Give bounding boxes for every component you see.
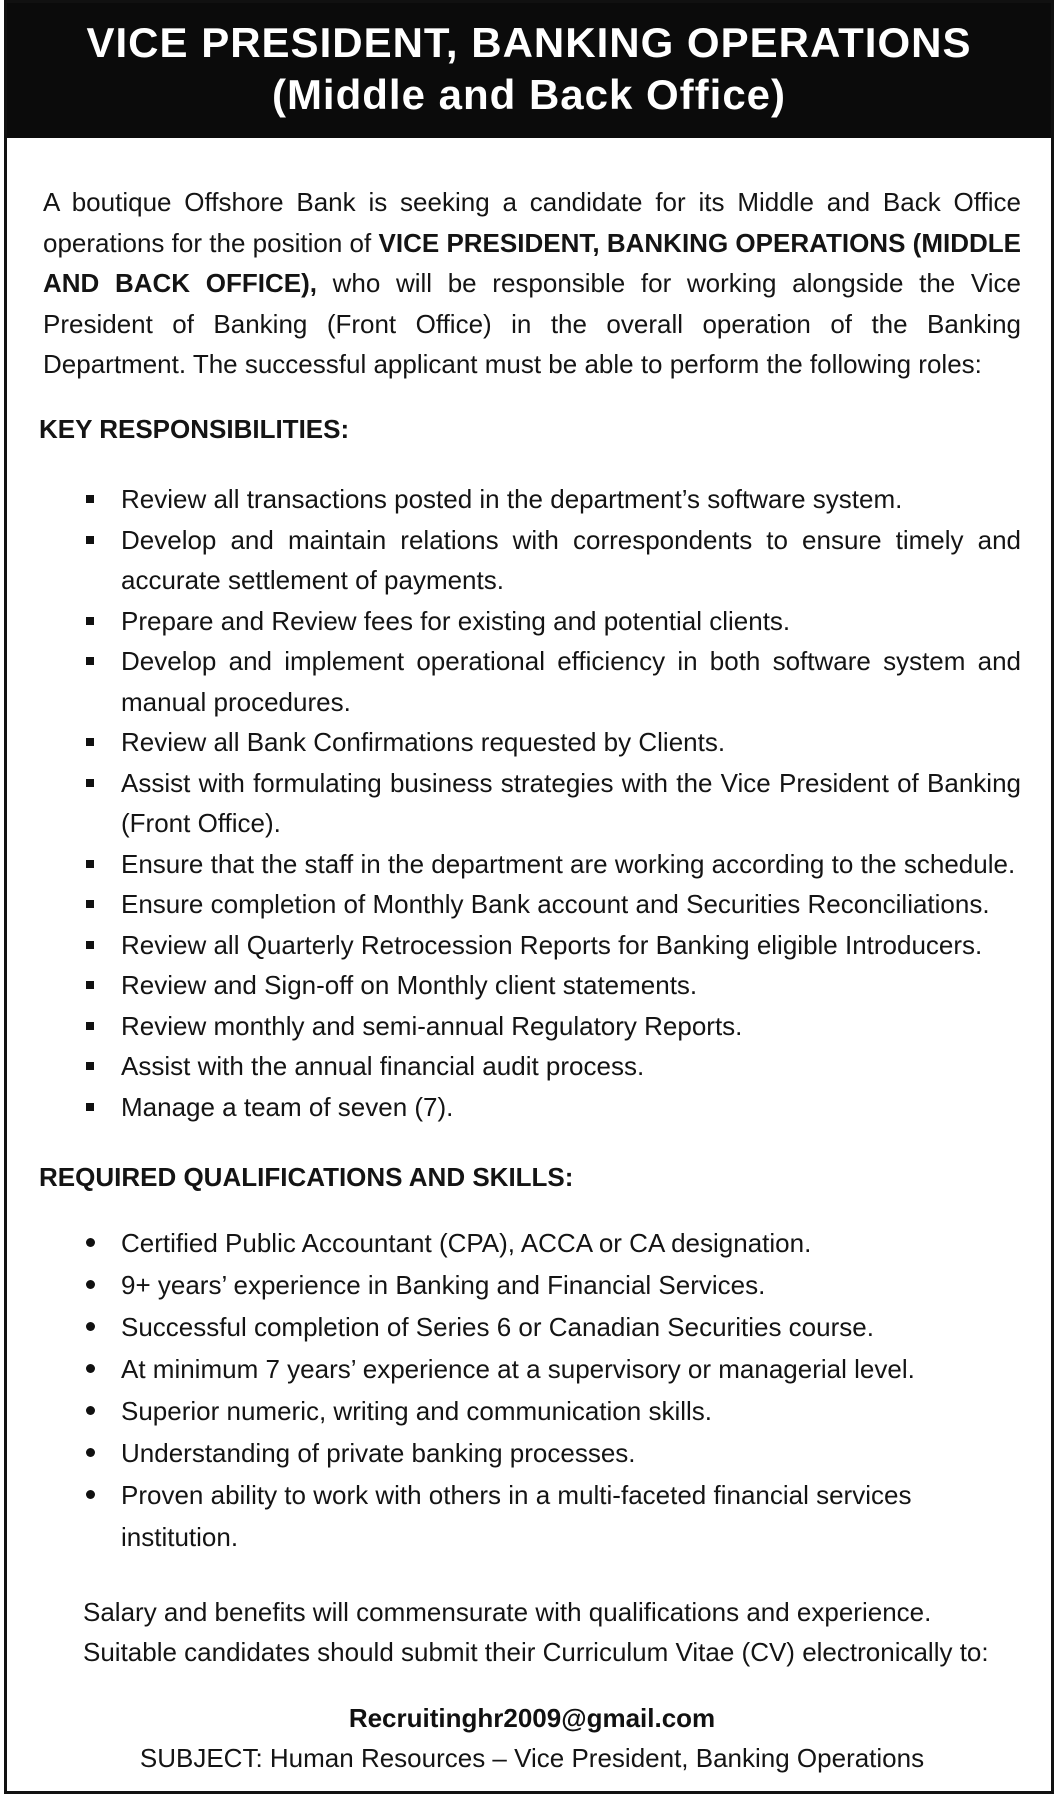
list-item	[121, 1264, 1021, 1306]
header-banner	[7, 3, 1051, 138]
responsibility-text: Develop and maintain relations with correspondents to ensure timely and accurate settlement of payments.	[121, 524, 1021, 595]
square-bullet-icon	[86, 1062, 94, 1070]
list-item	[121, 884, 1021, 925]
ad-body	[7, 138, 1051, 1778]
list-item	[121, 479, 1021, 520]
list-item	[121, 601, 1021, 642]
square-bullet-icon	[86, 617, 94, 625]
square-bullet-icon	[86, 1022, 94, 1030]
job-advertisement	[4, 0, 1054, 1794]
list-item	[121, 965, 1021, 1006]
square-bullet-icon	[86, 536, 94, 544]
title-line-1: VICE PRESIDENT, BANKING OPERATIONS	[86, 19, 972, 66]
qualifications-heading: REQUIRED QUALIFICATIONS AND SKILLS:	[39, 1162, 574, 1192]
list-item	[121, 641, 1021, 722]
closing-paragraph: Salary and benefits will commensurate with qualifications and experience. Suitable candidates should submit their Curriculum Vitae (CV) electronically to:	[83, 1596, 989, 1667]
responsibility-text: Manage a team of seven (7).	[121, 1091, 454, 1122]
square-bullet-icon	[86, 941, 94, 949]
list-item	[121, 520, 1021, 601]
responsibility-text: Assist with formulating business strategies with the Vice President of Banking (Front Office).	[121, 767, 1021, 838]
square-bullet-icon	[86, 657, 94, 665]
list-item	[121, 844, 1021, 885]
responsibilities-list	[43, 479, 1021, 1127]
qualification-text: Proven ability to work with others in a multi-faceted financial services institution.	[121, 1479, 912, 1552]
round-bullet-icon	[86, 1322, 95, 1331]
subject-line: SUBJECT: Human Resources – Vice President, Banking Operations	[139, 1742, 925, 1773]
responsibility-text: Review and Sign-off on Monthly client statements.	[121, 970, 698, 1000]
qualification-text: Superior numeric, writing and communication skills.	[121, 1395, 713, 1426]
contact-block	[43, 1698, 1021, 1778]
square-bullet-icon	[86, 860, 94, 868]
round-bullet-icon	[86, 1238, 95, 1247]
list-item	[121, 1006, 1021, 1047]
list-item	[121, 1432, 1021, 1474]
list-item	[121, 1306, 1021, 1348]
round-bullet-icon	[86, 1364, 95, 1373]
round-bullet-icon	[86, 1280, 95, 1289]
square-bullet-icon	[86, 900, 94, 908]
qualification-text: Successful completion of Series 6 or Canadian Securities course.	[121, 1311, 874, 1342]
round-bullet-icon	[86, 1406, 95, 1415]
responsibility-text: Develop and implement operational efficiency in both software system and manual procedures.	[121, 646, 1021, 717]
list-item	[121, 925, 1021, 966]
intro-text-end: who will be responsible for working alongside the Vice President of Banking (Front Office) in the overall operation of the Banking Department. The successful applicant must be able to perform the following roles:	[43, 268, 1022, 379]
qualification-text: 9+ years’ experience in Banking and Financial Services.	[121, 1269, 766, 1300]
title-line-2: (Middle and Back Office)	[271, 71, 787, 118]
list-item	[121, 763, 1021, 844]
round-bullet-icon	[86, 1490, 95, 1499]
responsibility-text: Review all transactions posted in the department’s software system.	[121, 484, 903, 514]
square-bullet-icon	[86, 495, 94, 503]
list-item	[121, 1474, 1021, 1558]
list-item	[121, 1046, 1021, 1087]
responsibilities-heading: KEY RESPONSIBILITIES:	[39, 413, 350, 444]
responsibility-text: Ensure completion of Monthly Bank account and Securities Reconciliations.	[121, 889, 990, 919]
qualification-text: Understanding of private banking processes.	[121, 1437, 636, 1468]
responsibility-text: Ensure that the staff in the department are working according to the schedule.	[121, 848, 1016, 879]
qualification-text: Certified Public Accountant (CPA), ACCA or CA designation.	[121, 1227, 812, 1258]
intro-paragraph	[43, 182, 1021, 385]
responsibility-text: Review all Bank Confirmations requested by Clients.	[121, 727, 726, 757]
responsibility-text: Review monthly and semi-annual Regulatory Reports.	[121, 1010, 743, 1041]
list-item	[121, 722, 1021, 763]
list-item	[121, 1348, 1021, 1390]
intro-position-title: VICE PRESIDENT, BANKING OPERATIONS (MIDDLE AND BACK OFFICE),	[43, 227, 1021, 298]
responsibility-text: Prepare and Review fees for existing and potential clients.	[121, 605, 791, 636]
square-bullet-icon	[86, 981, 94, 989]
square-bullet-icon	[86, 779, 94, 787]
email-link[interactable]: Recruitinghr2009@gmail.com	[348, 1702, 716, 1733]
round-bullet-icon	[86, 1448, 95, 1457]
responsibility-text: Review all Quarterly Retrocession Reports for Banking eligible Introducers.	[121, 929, 983, 960]
qualifications-list	[43, 1222, 1021, 1558]
list-item	[121, 1222, 1021, 1264]
square-bullet-icon	[86, 1103, 94, 1111]
intro-text-start: A boutique Offshore Bank is seeking a candidate for its Middle and Back Office operations for the position of	[43, 187, 1021, 258]
list-item	[121, 1087, 1021, 1128]
responsibility-text: Assist with the annual financial audit process.	[121, 1051, 645, 1081]
qualification-text: At minimum 7 years’ experience at a supervisory or managerial level.	[121, 1353, 915, 1384]
list-item	[121, 1390, 1021, 1432]
square-bullet-icon	[86, 738, 94, 746]
